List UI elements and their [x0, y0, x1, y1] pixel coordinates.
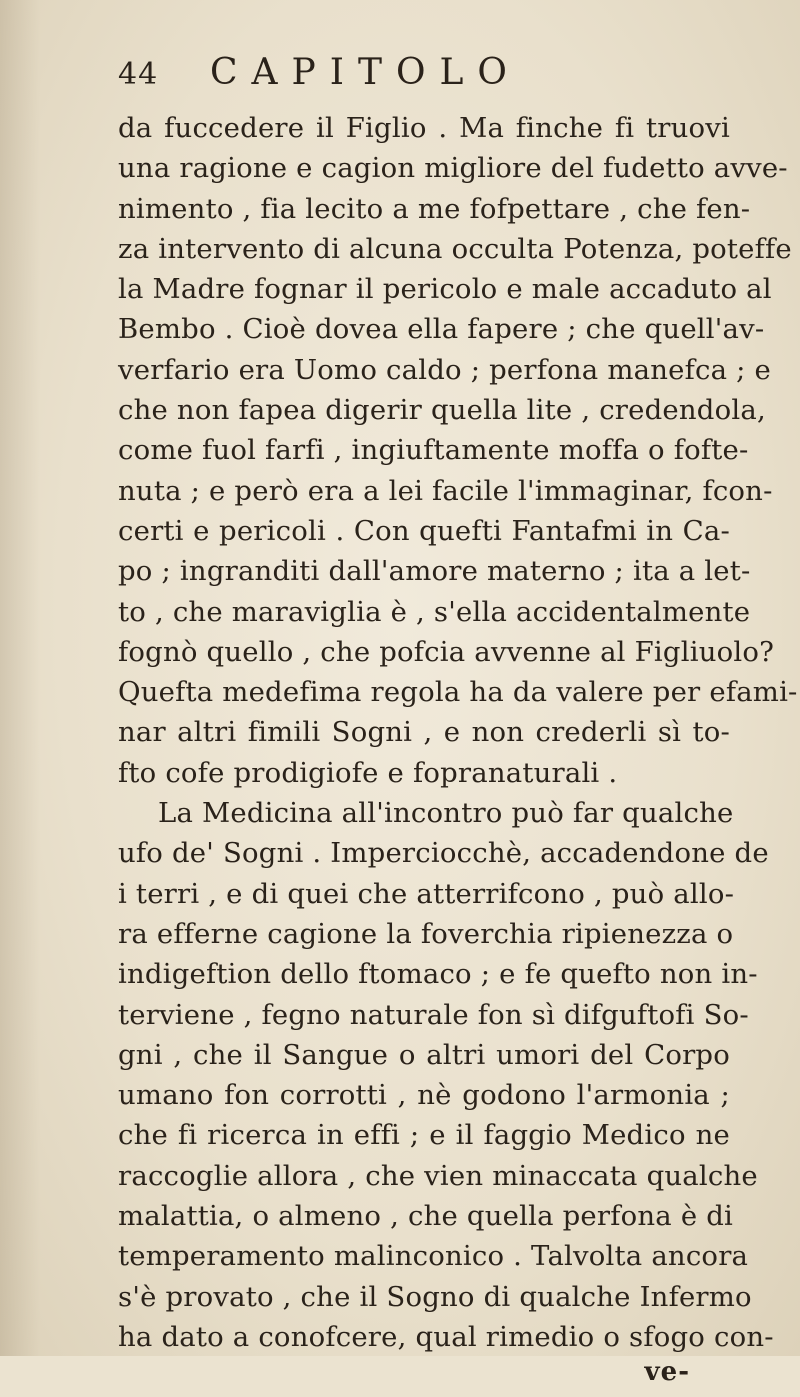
text-line: nuta ; e però era a lei facile l'immaginar, fcon- [118, 474, 773, 507]
page-fold-shadow [0, 0, 40, 1356]
text-line: i terri , e di quei che atterrifcono , può allo- [118, 877, 735, 910]
text-line: Quefta medefima regola ha da valere per efami- [118, 676, 798, 709]
page-header [118, 52, 730, 104]
text-line: za intervento di alcuna occulta Potenza, poteffe [118, 232, 792, 265]
paragraph-start-line: La Medicina all'incontro può far qualche [158, 797, 734, 830]
text-line: che fi ricerca in effi ; e il faggio Medico ne [118, 1119, 730, 1152]
catchword: ve- [644, 1357, 690, 1388]
text-line: temperamento malinconico . Talvolta ancora [118, 1240, 749, 1273]
text-line: da fuccedere il Figlio . Ma finche fi truovi [118, 112, 730, 144]
text-line: che non fapea digerir quella lite , credendola, [118, 394, 766, 427]
page-number: 44 [118, 57, 159, 92]
body-text [118, 108, 798, 1357]
text-line: fognò quello , che pofcia avvenne al Figliuolo? [118, 635, 775, 668]
catchword-row [118, 1357, 730, 1397]
text-line: certi e pericoli . Con quefti Fantafmi in Ca- [118, 514, 730, 547]
text-line: ra efferne cagione la foverchia ripienezza o [118, 917, 734, 950]
text-line: la Madre fognar il pericolo e male accaduto al [118, 273, 772, 306]
running-head: CAPITOLO [210, 52, 521, 93]
text-line: Bembo . Cioè dovea ella fapere ; che quell'av- [118, 313, 765, 346]
text-line: terviene , fegno naturale fon sì difguftofi So- [118, 998, 749, 1031]
text-line: umano fon corrotti , nè godono l'armonia ; [118, 1079, 730, 1112]
text-line: s'è provato , che il Sogno di qualche Infermo [118, 1280, 752, 1313]
text-line: come fuol farfi , ingiuftamente moffa o fofte- [118, 434, 749, 467]
text-line: nar altri fimili Sogni , e non crederli sì to- [118, 716, 730, 749]
paragraph-end-line: fto cofe prodigiofe e fopranaturali . [118, 756, 618, 789]
text-line: malattia, o almeno , che quella perfona è di [118, 1200, 734, 1233]
text-line: verfario era Uomo caldo ; perfona manefca ; e [118, 353, 771, 386]
text-line: indigeftion dello ftomaco ; e fe quefto non in- [118, 958, 758, 991]
text-line: gni , che il Sangue o altri umori del Corpo [118, 1038, 730, 1071]
text-line: ufo de' Sogni . Imperciocchè, accadendone de [118, 837, 769, 870]
text-line: raccoglie allora , che vien minaccata qualche [118, 1159, 758, 1192]
text-line: una ragione e cagion migliore del fudetto avve- [118, 152, 788, 185]
text-line: po ; ingranditi dall'amore materno ; ita a let- [118, 555, 751, 588]
text-line: to , che maraviglia è , s'ella accidentalmente [118, 595, 751, 628]
text-line: ha dato a conofcere, qual rimedio o sfogo con- [118, 1320, 774, 1353]
text-line: nimento , fia lecito a me fofpettare , che fen- [118, 192, 751, 225]
